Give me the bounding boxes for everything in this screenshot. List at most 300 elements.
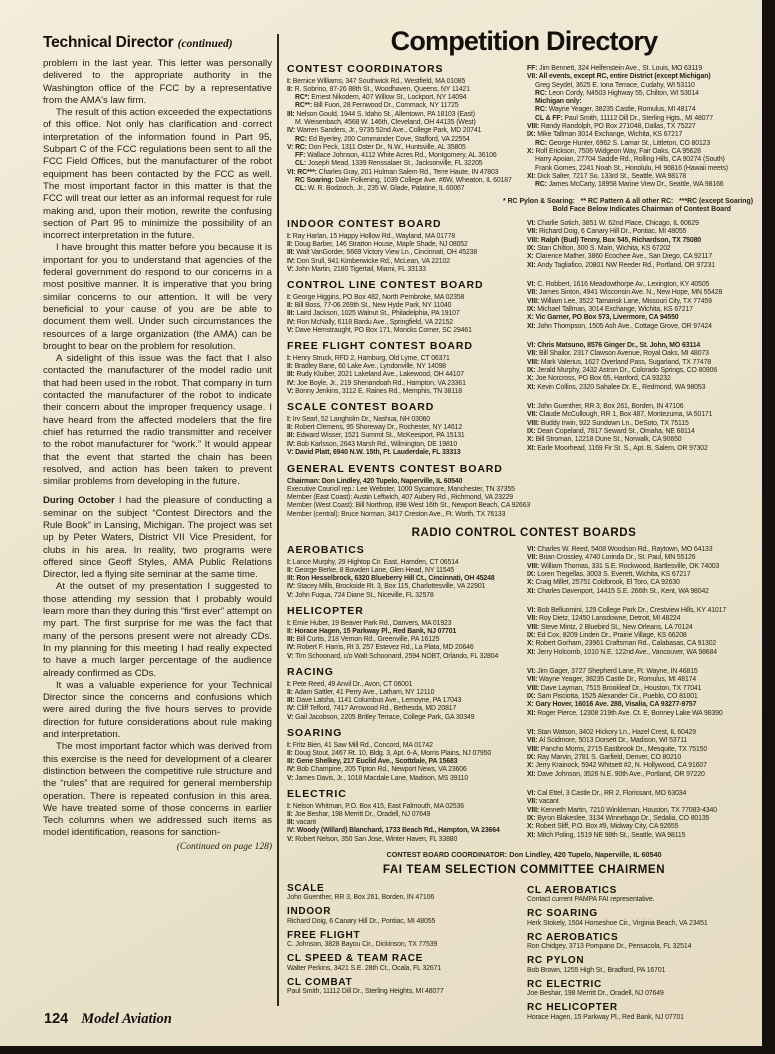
directory-entry: VIII: Ralph (Bud) Tenny, Box 545, Richardson, TX 75080 xyxy=(527,236,702,244)
article-title-text: Technical Director xyxy=(43,34,174,51)
board-left-column xyxy=(287,340,527,396)
directory-entry: FF: Jim Bennett, 324 Helfenstein Ave., St. Louis, MO 63119 xyxy=(527,65,703,72)
directory-entry: XI: Roger Pierce, 12308 219th Ave. Ct. E, Bonney Lake WA 98390 xyxy=(527,709,723,717)
board-heading: CONTROL LINE CONTEST BOARD xyxy=(287,279,484,292)
directory-entry: IX: Jerald Murphy, 2432 Astron Dr., Colorado Springs, CO 80906 xyxy=(527,367,718,375)
directory-entry: VII: All events, except RC, entire District (except Michigan) xyxy=(527,73,711,81)
directory-entry: Frank Gomes, 2241 Noah St., Honolulu, HI 96816 (Hawaii meets) xyxy=(535,164,728,172)
directory-entry: RC: Wayne Yeager, 38235 Castle, Romulus, MI 48174 xyxy=(535,106,696,114)
entry-prefix: I: xyxy=(287,619,293,627)
article-column xyxy=(43,34,272,852)
entry-prefix: IX: xyxy=(527,428,538,435)
board-right-column xyxy=(527,544,754,600)
directory-entry: VIII: Pancho Morris, 2715 Eastbrook Dr., Mesquite, TX 75150 xyxy=(527,745,708,753)
directory-entry: VIII: Buddy Irwin, 922 Sundown Ln., DeSoto, TX 75115 xyxy=(527,419,689,427)
board-heading: FREE FLIGHT CONTEST BOARD xyxy=(287,340,473,353)
board-right-column xyxy=(527,727,754,783)
board-heading: SCALE CONTEST BOARD xyxy=(287,401,435,414)
fai-category-title: CL SPEED & TEAM RACE xyxy=(287,953,424,964)
entry-prefix: II: xyxy=(287,749,295,757)
entry-prefix: III: xyxy=(287,310,297,318)
entry-prefix: III: xyxy=(287,697,297,705)
contest-board-section xyxy=(287,218,761,274)
fai-category-title: RC AEROBATICS xyxy=(527,931,619,943)
directory-entry: VI: Chris Matsuno, 8576 Ginger Dr., St. John, MO 63114 xyxy=(527,342,701,350)
directory-entry: I: Pete Reed, 49 Anvil Dr., Avon, CT 06001 xyxy=(287,680,413,688)
board-heading: HELICOPTER xyxy=(287,605,364,618)
scan-edge-right xyxy=(762,0,775,1054)
directory-entry: III: Dave Latsha, 1141 Columbus Ave., Lemoyne, PA 17043 xyxy=(287,697,462,705)
entry-prefix: IX: xyxy=(527,631,538,639)
directory-entry: IV: Joe Boyle, Jr., 219 Shenandoah Rd., Hampton, VA 23361 xyxy=(287,379,466,387)
article-body xyxy=(43,58,272,840)
entry-prefix: CL: xyxy=(295,160,308,168)
directory-entry: Member (central): Bruce Norman, 3417 Creston Ave., Ft. Worth, TX 76133 xyxy=(287,510,506,518)
entry-prefix: I: xyxy=(287,415,293,423)
directory-entry: IX: Sam Pisciotta, 1525 Alexander Cir., Pueblo, CO 81001 xyxy=(527,692,698,700)
directory-entry: VII: Al Scidmore, 5013 Dorsett Dr., Madison, WI 53711 xyxy=(527,737,688,745)
fai-chairman-item xyxy=(287,906,520,926)
fai-chairman-line: Contact current PAMPA FAI representative. xyxy=(527,896,655,903)
entry-prefix: FF: xyxy=(527,65,540,72)
entry-prefix: VII: xyxy=(527,554,540,562)
fai-chairman-item xyxy=(527,979,754,999)
entry-prefix: IV: xyxy=(287,766,297,774)
entry-prefix: IV: xyxy=(287,440,297,448)
board-right-column xyxy=(527,401,754,457)
directory-entry: RC**: Bill Fuori, 28 Fernwood Dr., Commack, NY 11725 xyxy=(295,102,459,110)
entry-prefix: RC: xyxy=(295,135,309,143)
entry-prefix: IV: xyxy=(287,127,297,135)
board-right-column xyxy=(527,218,754,274)
footnotes xyxy=(287,198,761,214)
competition-directory xyxy=(287,26,761,1030)
fai-category-title: CL AEROBATICS xyxy=(527,884,618,896)
directory-entry: VII: Roy Dietz, 12450 Lansdowne, Detroit, MI 48224 xyxy=(527,615,681,623)
directory-entry: VII: Richard Doig, 6 Canary Hill Dr., Pontiac, MI 48055 xyxy=(527,228,687,236)
directory-entry: RC*: Ernest Nikodem, 407 Willow St., Lockport, NY 14094 xyxy=(295,94,467,102)
entry-prefix: IV: xyxy=(287,705,297,713)
directory-entry: I: Ray Harlan, 15 Happy Hollow Rd., Wayland, MA 01778 xyxy=(287,232,456,240)
directory-entry: X: Gary Hover, 16016 Ave. 288, Visalia, CA 93277-9757 xyxy=(527,701,697,709)
fai-category-title: RC HELICOPTER xyxy=(527,1002,618,1013)
directory-entry: III: Laird Jackson, 1025 Walnut St., Philadelphia, PA 19107 xyxy=(287,310,460,318)
entry-prefix: II: xyxy=(287,423,295,431)
contest-board-section xyxy=(287,401,761,457)
board-heading: ELECTRIC xyxy=(287,788,347,801)
entry-prefix: VI: RC***: xyxy=(287,168,319,176)
directory-entry: I: George Higgins, PO Box 482, North Pembroke, MA 02358 xyxy=(287,293,465,301)
entry-prefix: X: xyxy=(527,436,536,444)
fai-chairman-line: Ron Chidgey, 3713 Pompano Dr., Pensacola, FL 32514 xyxy=(527,943,692,950)
entry-prefix: I: xyxy=(287,232,293,240)
directory-entry: IX: Ed Cox, 8209 Linden Dr., Prairie Village, KS 66208 xyxy=(527,631,687,639)
directory-entry: VI: Charlie Sotich, 3851 W. 62nd Place, Chicago, IL 60629 xyxy=(527,220,699,228)
directory-entry: CL: Joseph Mead, 1339 Renssalaer St., Jacksonville, FL 32205 xyxy=(295,160,483,168)
directory-entry: I: Bernice Williams, 347 Southwick Rd., Westfield, MA 01085 xyxy=(287,77,466,85)
contest-board-section xyxy=(287,788,761,844)
directory-entry: III: Edward Wisser, 1521 Summit St., McKeesport, PA 15131 xyxy=(287,432,465,440)
entry-prefix: VIII: xyxy=(527,562,541,570)
directory-entry: IX: Byron Blakeslee, 3134 Winnebago Dr., Sedalia, CO 80135 xyxy=(527,814,710,822)
directory-entry: III: Nelson Gould, 1944 S. Idaho St., Allentown, PA 18103 (East) xyxy=(287,110,475,118)
directory-entry: X: Robert Gorham, 23961 Craftsman Rd., Calabasas, CA 91302 xyxy=(527,640,717,648)
entry-prefix: II: xyxy=(287,627,295,635)
contest-coordinators-section xyxy=(287,63,761,194)
entry-prefix: XI: xyxy=(527,322,538,330)
directory-entry: V: Gail Jacobson, 2205 Britley Terrace, College Park, GA 30349 xyxy=(287,713,475,721)
coordinators-left-column xyxy=(287,63,527,194)
directory-entry: IV: Bob Champine, 205 Tipton Rd., Newport News, VA 23606 xyxy=(287,766,467,774)
entry-prefix: X: xyxy=(527,640,536,648)
article-paragraph: I have brought this matter before you because it is important for you to understand that agencies of the federal government do respond to our concerns in a most positive manner. It is imperative that you bring similar concerns to our attention. It will be very beneficial to your cause of you are be able to document them well. Under such circumstances the resources of a large organization (the AMA) can be brought to bear on the problem for resolution. xyxy=(43,242,272,352)
entry-prefix: I: xyxy=(287,354,293,362)
entry-prefix: V: xyxy=(287,265,296,273)
fai-chairman-item xyxy=(287,930,520,950)
directory-entry: I: Henry Struck, RFD 2, Hamburg, Old Lyme, CT 06371 xyxy=(287,354,450,362)
directory-entry: VIII: William Thomas, 331 S.E. Rockwood, Bartlesville, OK 74003 xyxy=(527,562,720,570)
fai-chairman-line: Joe Beshar, 198 Merritt Dr., Oradell, NJ 07649 xyxy=(527,990,664,997)
directory-entry: CL & FF: Paul Smith, 11112 Dill Dr., Sterling Hgts., MI 48077 xyxy=(535,114,713,122)
fai-chairman-line: Walter Perkins, 3421 S.E. 28th Ct., Ocala, FL 32671 xyxy=(287,964,442,972)
board-left-column xyxy=(287,218,527,274)
directory-entry: III: Walt VanGorder, 5669 Victory View Ln., Cincinnati, OH 45238 xyxy=(287,249,478,257)
fai-chairman-line: Bob Brown, 1255 High St., Bradford, PA 16701 xyxy=(527,966,666,974)
directory-entry: IV: Stacey Mills, Brockside Rt. 3, Box 115, Charlottesville, VA 22901 xyxy=(287,583,486,591)
entry-prefix: II: xyxy=(287,566,295,574)
general-events-section xyxy=(287,463,761,519)
directory-entry: RC: Ed Byerley, 200 Commander Cove, Stafford, VA 22554 xyxy=(295,135,470,143)
directory-entry: XI: Dick Salter, 7217 So. 133rd St., Seattle, WA 98178 xyxy=(527,172,687,180)
directory-entry: II: Adam Sattler, 41 Perry Ave., Latham, NY 12110 xyxy=(287,688,435,696)
fai-category-title: RC SOARING xyxy=(527,908,598,919)
entry-prefix: RC: xyxy=(535,106,549,114)
entry-prefix: II: xyxy=(287,810,295,818)
directory-entry: VII: James Sinton, 4941 Wisconsin Ave. N., New Hope, MN 55428 xyxy=(527,289,723,297)
entry-prefix: VI: xyxy=(527,729,538,737)
entry-prefix: III: xyxy=(287,432,297,440)
fai-chairman-line: John Guenther, RR 3, Box 261, Borden, IN 47106 xyxy=(287,894,435,901)
entry-prefix: V: xyxy=(287,387,296,395)
contest-board-coordinator-line: CONTEST BOARD COORDINATOR: Don Lindley, 420 Tupelo, Naperville, IL 60540 xyxy=(386,850,662,859)
directory-entry: XI: Andy Tagliafico, 20801 NW Reeder Rd., Portland, OR 97231 xyxy=(527,261,716,269)
entry-prefix: VII: xyxy=(527,676,540,684)
article-paragraph: At the outset of my presentation I suggested to those attending my session that I probably would learn more than they during this “first ever” attempt on my part. The first surprise for me was the fact that many of the persons present were not already CDs. In my planning for this meeting I had really expected to have a much larger percentage of the audience already confirmed as CDs. xyxy=(43,581,272,679)
entry-prefix: RC: xyxy=(535,139,549,147)
coordinators-heading: CONTEST COORDINATORS xyxy=(287,63,444,75)
article-paragraph: The most important factor which was derived from this exercise is the need for development of a clearer distinction between the competitive rule structure and the “rules” that are required for general membership operation. There is repeated confusion in this area. We have treated some of those concerns in earlier Tech columns when we addressed such items as model identification, reasons for sanction- xyxy=(43,741,272,839)
general-events-lines xyxy=(287,478,761,519)
entry-prefix: X: xyxy=(527,253,536,261)
entry-prefix: VII: xyxy=(527,798,540,806)
board-left-column xyxy=(287,401,527,457)
directory-entry: II: George Berke, 8 Bowden Lane, Glen Head, NY 11545 xyxy=(287,566,455,574)
entry-prefix: IX: xyxy=(527,814,538,822)
directory-entry: I: Fritz Bien, 41 Saw Mill Rd., Concord, MA 01742 xyxy=(287,741,433,749)
directory-entry: Michigan only: xyxy=(535,98,582,106)
entry-prefix: IV: xyxy=(287,379,297,387)
directory-entry: II: Doug Stout, 2467 Rt. 10, Bldg. 3, Apt. 6-A, Morris Plains, NJ 07950 xyxy=(287,749,492,757)
directory-entry: VIII: Dave Layman, 7515 Brookleaf Dr., Houston, TX 77041 xyxy=(527,684,702,692)
board-left-column xyxy=(287,727,527,783)
directory-entry: V: John Fuqua, 724 Diane St., Niceville, FL 32578 xyxy=(287,591,434,599)
article-title xyxy=(43,34,272,52)
entry-prefix: IX: xyxy=(527,753,538,761)
entry-prefix: VII: xyxy=(527,737,540,745)
fai-chairman-item xyxy=(287,953,520,973)
entry-prefix: CL & FF: xyxy=(535,114,565,122)
directory-entry: X: Bill Stroman, 12218 Dune St., Norwalk, CA 90650 xyxy=(527,436,682,444)
board-left-column xyxy=(287,605,527,661)
column-rule xyxy=(277,34,279,1006)
directory-entry: IV: Warren Sanders, Jr., 9735 52nd Ave., College Park, MD 20741 xyxy=(287,127,482,135)
directory-entry: V: Robert Nelson, 350 San Jose, Winter Haven, FL 33880 xyxy=(287,835,458,843)
rc-contest-boards xyxy=(287,544,761,844)
contest-board-section xyxy=(287,279,761,335)
entry-prefix: II: xyxy=(287,85,295,93)
directory-entry: XI: Kevin Collins, 2320 Sahalee Dr. E., Redmond, WA 98053 xyxy=(527,383,706,391)
entry-prefix: VIII: xyxy=(527,806,541,814)
entry-prefix: II: xyxy=(287,240,295,248)
board-heading: SOARING xyxy=(287,727,343,740)
directory-entry: IX: Michael Tallman, 3014 Exchange, Wichita, KS 67217 xyxy=(527,306,693,314)
entry-prefix: VIII: xyxy=(527,123,541,131)
entry-prefix: VIII: xyxy=(527,297,541,305)
entry-prefix: VI: xyxy=(527,220,538,228)
entry-prefix: VIII: xyxy=(527,358,541,366)
rc-boards-heading: RADIO CONTROL CONTEST BOARDS xyxy=(411,527,637,540)
directory-entry: Greg Seydel, 3625 E. Iona Terrace, Cudahy, WI 53110 xyxy=(535,81,695,89)
directory-entry: XI: Jerry Holcomb, 1010 N.E. 122nd Ave., Vancouver, WA 98684 xyxy=(527,648,717,656)
directory-entry: VIII: Steve Mintz, 2 Bluebird St., New Orleans, LA 70124 xyxy=(527,623,693,631)
entry-prefix: X: xyxy=(527,375,536,383)
entry-prefix: VIII: xyxy=(527,236,541,244)
entry-prefix: III: xyxy=(287,636,297,644)
directory-entry: V: David Platt, 6940 N.W. 15th, Ft. Lauderdale, FL 33313 xyxy=(287,448,461,456)
entry-prefix: III: xyxy=(287,371,297,379)
entry-prefix: VI: xyxy=(527,281,538,289)
directory-entry: IV: Robert F. Harris, Rt 3, 257 Estevez Rd., La Plata, MD 20646 xyxy=(287,644,474,652)
directory-entry: X: Rolf Erickson, 7506 Widgeon Way, Fair Oaks, CA 95628 xyxy=(527,147,701,155)
directory-entry: VI: RC***: Charles Gray, 201 Hulman Salem Rd., Terre Haute, IN 47803 xyxy=(287,168,499,176)
directory-entry: V: Tim Schoonard, c/o Walt Schoonard, 2594 NOBT, Orlando, FL 32804 xyxy=(287,652,499,660)
entry-prefix: VI: xyxy=(527,790,538,798)
directory-entry: III: Ron Hesselbrock, 6320 Blueberry Hill Ct., Cincinnati, OH 45248 xyxy=(287,575,495,583)
fai-left-column xyxy=(287,879,527,1022)
entry-prefix: IV: xyxy=(287,257,297,265)
directory-entry: IX: Loren Tregellas, 3003 S. Everett, Wichita, KS 67217 xyxy=(527,570,691,578)
directory-entry: RC: George Hunter, 6962 S. Lamar St., Littleton, CO 80123 xyxy=(535,139,711,147)
entry-prefix: XI: xyxy=(527,172,538,180)
directory-entry: RC: Leon Cordy, N4503 Highway 55, Chilton, WI 53014 xyxy=(535,89,699,97)
contest-boards xyxy=(287,218,761,457)
entry-prefix: III: xyxy=(287,819,297,827)
board-right-column xyxy=(527,279,754,335)
directory-entry: V: Bonny Jenkins, 3112 E. Raines Rd., Memphis, TN 38118 xyxy=(287,387,462,395)
entry-prefix: V: xyxy=(287,652,296,660)
entry-prefix: IV: xyxy=(287,318,297,326)
board-heading: AEROBATICS xyxy=(287,544,365,557)
entry-prefix: VI: xyxy=(527,668,538,676)
directory-entry: III: Rudy Kluiber, 2021 Lakeland Ave., Lakewood, OH 44107 xyxy=(287,371,464,379)
directory-entry: II: Bradley Bane, 60 Lake Ave., Lyndonville, NY 14098 xyxy=(287,362,447,370)
fai-chairman-line: C. Johnson, 3828 Bayou Cir., Dickinson, TX 77539 xyxy=(287,941,438,948)
entry-prefix: X: xyxy=(527,314,536,322)
directory-entry: V: James Davis, Jr., 1018 Macdale Lane, Madison, MS 39110 xyxy=(287,774,469,782)
directory-entry: X: Robert Sliff, P.O. Box #9, Midway City, CA 92655 xyxy=(527,823,679,831)
directory-entry: FF: Wallace Johnson, 4112 White Acres Rd., Montgomery, AL 36106 xyxy=(295,152,497,160)
entry-prefix: V: xyxy=(287,774,296,782)
entry-prefix: RC: xyxy=(535,181,549,189)
board-left-column xyxy=(287,279,527,335)
scan-edge-bottom xyxy=(0,1046,775,1054)
directory-title: Competition Directory xyxy=(390,26,658,56)
directory-entry: VII: Bill Shailor, 2317 Clawson Avenue, Royal Oaks, MI 48073 xyxy=(527,350,709,358)
directory-entry: I: Lance Murphy, 29 Hightop Cir. East, Hamden, CT 06514 xyxy=(287,558,459,566)
directory-entry: VI: Jim Gager, 3727 Shepherd Lane, Ft. Wayne, IN 46815 xyxy=(527,668,698,676)
entry-prefix: VI: xyxy=(527,607,538,615)
fai-chairman-item xyxy=(527,1002,754,1022)
article-paragraph: During October I had the pleasure of conducting a seminar on the subject “Contest Directors and the Rule Book” in Lansing, Michigan. The project was set up by Peter Waters, District VII Vice President, for clubs in his area. In reality, two programs were offered since Geoff Styles, AMA Public Relations Director, led a flying site seminar at the same time. xyxy=(43,495,273,581)
directory-entry: VII: Wayne Yeager, 38235 Castle Dr., Romulus, MI 48174 xyxy=(527,676,697,684)
directory-entry: IX: Dean Copeland, 7817 Seward St., Omaha, NE 68114 xyxy=(527,428,695,435)
entry-prefix: XI: xyxy=(527,444,538,452)
directory-entry: X: Clarence Mather, 3860 Ecochee Ave., San Diego, CA 92117 xyxy=(527,253,713,261)
directory-entry: VI: C. Robbert, 1616 Meadowthorpe Av., Lexington, KY 40505 xyxy=(527,281,710,289)
entry-prefix: XI: xyxy=(527,770,538,778)
directory-entry: X: Craig Millet, 25751 Coldbrook, El Toro, CA 92630 xyxy=(527,579,680,587)
entry-prefix: I: xyxy=(287,802,293,810)
directory-entry: II: Bill Boss, 77-06 269th St., New Hyde Park, NY 11040 xyxy=(287,301,452,309)
entry-prefix: XI: xyxy=(527,831,538,839)
article-paragraph: A sidelight of this issue was the fact that I also contacted the manufacturer of the model radio unit that had been used in the robot. That company in turn contacted the manufacturer of the robot to indicate their concern about the improper frequency usage. I have heard from the affected modelers that the fire chief has returned the radio transmitter and receiver to the robot manufacturer for “work.” It would appear that the event that started the chain has been resolved, and action has been taken to prevent similar problems from developing in the future. xyxy=(43,353,272,488)
entry-prefix: VIII: xyxy=(527,684,541,692)
page-footer xyxy=(44,1011,172,1028)
article-paragraph: The result of this action exceeded the expectations of this office. Not only has clarification and correct interpretation of the information found in Part 95, Subpart C of the FCC regulations been sent to all the FCC Field Offices, but the manufacturer of the robot equipment has been contacted by the FCC as well. The most important factor in this matter is that the FCC will treat our letter as an informal request for rule making and, upon their motion, rewrite the confusing section of Part 95 to minimize the possibility of an incorrect interpretation in the future. xyxy=(43,107,272,242)
entry-prefix: XI: xyxy=(527,709,538,717)
directory-entry: XI: Dave Johnson, 3526 N.E. 90th Ave., Portland, OR 97220 xyxy=(527,770,705,778)
coordinators-right-list xyxy=(527,65,754,189)
fai-category-title: INDOOR xyxy=(287,906,332,917)
board-right-column xyxy=(527,666,754,722)
entry-prefix: VII: xyxy=(527,615,540,623)
directory-entry: RC Soaring: Dale Folkening, 1039 College Ave. #6W, Wheaton, IL 60187 xyxy=(295,177,512,185)
coordinators-left-list xyxy=(287,78,520,194)
entry-prefix: I: xyxy=(287,680,293,688)
fai-chairman-item xyxy=(287,977,520,997)
directory-entry: I: Irv Searl, 52 Langholm Dr., Nashua, NH 03060 xyxy=(287,415,430,423)
directory-entry: VI: John Guenther, RR 3, Box 261, Borden, IN 47106 xyxy=(527,403,684,411)
directory-entry: III: vacant xyxy=(287,819,316,827)
directory-entry: X: Joe Norcross, PO Box 65, Hanford, CA 93232 xyxy=(527,375,671,383)
directory-entry: III: Bill Curtis, 218 Vernon Rd., Greenville, PA 16125 xyxy=(287,636,440,644)
footnote-boldface: Bold Face Below Indicates Chairman of Contest Board xyxy=(552,206,731,214)
directory-entry: II: R. Sobrino, 87-26 88th St., Woodhaven, Queens, NY 11421 xyxy=(287,85,470,93)
article-title-continued: (continued) xyxy=(177,38,233,50)
directory-entry: VIII: William Lee, 3522 Tamarisk Lane, Missouri City, TX 77459 xyxy=(527,297,712,305)
fai-category-title: RC ELECTRIC xyxy=(527,978,602,990)
board-right-column xyxy=(527,340,754,396)
entry-prefix: III: xyxy=(287,110,297,118)
entry-prefix: VIII: xyxy=(527,419,541,427)
fai-category-title: CL COMBAT xyxy=(287,976,353,988)
fai-heading: FAI TEAM SELECTION COMMITTEE CHAIRMEN xyxy=(382,864,666,876)
directory-entry: Harry Apoian, 27704 Saddle Rd., Rolling Hills, CA 90274 (South) xyxy=(535,156,725,164)
directory-entry: VI: Charles W. Reed, 5408 Woodson Rd., Raytown, MO 64133 xyxy=(527,546,713,554)
board-heading: INDOOR CONTEST BOARD xyxy=(287,218,442,231)
directory-entry: IV: Woody (Willard) Blanchard, 1733 Beach Rd., Hampton, VA 23664 xyxy=(287,827,500,835)
contest-board-section xyxy=(287,544,761,600)
fai-chairman-item xyxy=(527,885,754,905)
entry-prefix: XI: xyxy=(527,383,538,391)
board-left-column xyxy=(287,788,527,844)
fai-chairman-item xyxy=(287,883,520,903)
entry-prefix: XI: xyxy=(527,261,538,269)
entry-prefix: V: xyxy=(287,835,296,843)
entry-prefix: VII: xyxy=(527,411,540,419)
directory-entry: VII: vacant xyxy=(527,798,559,806)
continued-on-note: (Continued on page 128) xyxy=(176,841,272,852)
entry-prefix: VI: xyxy=(527,546,538,554)
entry-prefix: VII: xyxy=(527,73,539,81)
entry-prefix: II: xyxy=(287,688,295,696)
directory-entry: IX: Mike Tallman 3014 Exchange, Wichita, KS 67217 xyxy=(527,131,683,139)
entry-prefix: II: xyxy=(287,301,295,309)
directory-entry: II: Doug Barber, 146 Stratton House, Maple Shade, NJ 08052 xyxy=(287,240,468,248)
directory-entry: X: Jerry Krainock, 5942 Whitsett #2, N. Hollywood, CA 91607 xyxy=(527,762,707,770)
fai-section xyxy=(287,879,761,1022)
entry-prefix: RC**: xyxy=(295,102,314,110)
fai-chairman-item xyxy=(527,932,754,952)
entry-prefix: X: xyxy=(527,701,536,709)
directory-entry: XI: Mitch Poling, 1519 NE 98th St., Seattle, WA 98115 xyxy=(527,831,686,839)
article-paragraph: It was a valuable experience for your Technical Director since the concerns and confusions which were aired during the five hours serves to provide direction for future considerations about rule making and interpretation. xyxy=(43,679,272,741)
general-events-heading: GENERAL EVENTS CONTEST BOARD xyxy=(287,463,503,476)
fai-category-title: RC PYLON xyxy=(527,955,585,966)
board-left-column xyxy=(287,666,527,722)
fai-category-title: FREE FLIGHT xyxy=(287,929,361,941)
directory-entry: VI: Cal Ettel, 3 Castle Dr., RR 2, Florissant, MO 63034 xyxy=(527,790,687,798)
directory-entry: IV: Bob Karlsson, 2643 Marsh Rd., Wilmington, DE 19810 xyxy=(287,440,458,448)
directory-entry: I: Ernie Huber, 19 Beaver Park Rd., Danvers, MA 01923 xyxy=(287,619,452,627)
entry-prefix: FF: xyxy=(295,152,308,160)
entry-prefix: IX: xyxy=(527,131,538,139)
board-right-column xyxy=(527,605,754,661)
paragraph-lead: During October xyxy=(43,495,119,507)
fai-chairman-line: Paul Smith, 11112 Dill Dr., Sterling Heights, MI 48077 xyxy=(287,988,444,995)
directory-entry: V: John Martin, 2180 Tigertail, Miami, FL 33133 xyxy=(287,265,426,273)
directory-entry: Chairman: Don Lindley, 420 Tupelo, Naperville, IL 60540 xyxy=(287,477,463,485)
entry-prefix: IV: xyxy=(287,583,297,591)
fai-chairman-item xyxy=(527,908,754,928)
board-heading: RACING xyxy=(287,666,334,679)
entry-prefix: RC*: xyxy=(295,94,312,102)
entry-prefix: IX: xyxy=(527,570,538,578)
directory-entry: II: Joe Beshar, 198 Merritt Dr., Oradell, NJ 07649 xyxy=(287,810,431,818)
entry-prefix: V: xyxy=(287,713,296,721)
directory-entry: XI: Earle Moorhead, 1169 Fir St. S., Apt. B, Salem, OR 97302 xyxy=(527,444,708,452)
directory-entry: V: Dave Hemstraught, PO Box 171, Moncks Corner, SC 29461 xyxy=(287,326,472,334)
contest-board-section xyxy=(287,605,761,661)
entry-prefix: V: RC: xyxy=(287,143,309,151)
directory-entry: Member (West Coast): Bill Northrop, 898 West 16th St., Newport Beach, CA 92663 xyxy=(287,502,531,510)
directory-entry: III: Gene Shelkey, 217 Euclid Ave., Scottdale, PA 15683 xyxy=(287,758,458,766)
directory-entry: VIII: Randy Randolph, PO Box 271048, Dallas, TX 75227 xyxy=(527,123,696,131)
fai-chairman-line: Richard Doig, 6 Canary Hill Dr., Pontiac, MI 48055 xyxy=(287,917,436,925)
entry-prefix: I: xyxy=(287,77,293,85)
directory-entry: X: Vic Garner, PO Box 573, Livermore, CA 94550 xyxy=(527,314,679,322)
entry-prefix: VII: xyxy=(527,350,540,358)
